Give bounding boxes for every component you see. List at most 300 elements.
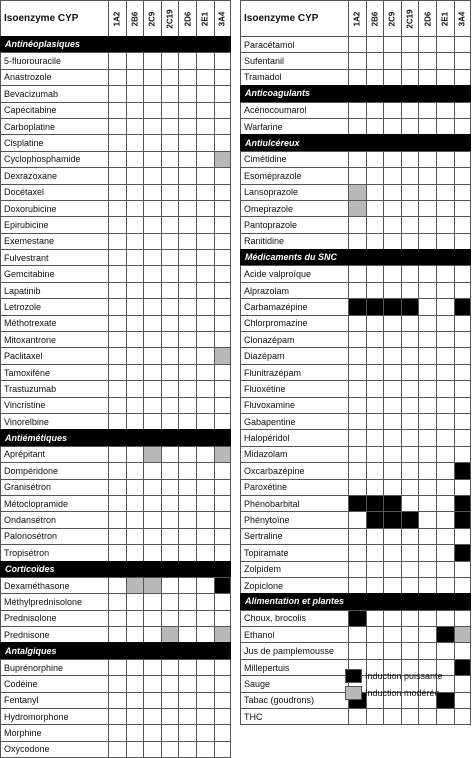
drug-row [0,495,231,511]
empty-cell [436,282,454,298]
empty-cell [436,495,454,511]
column-header-label: 2B6 [370,11,380,26]
empty-cell [178,675,196,691]
drug-name: Prednisone [0,626,108,642]
empty-cell [366,479,384,495]
empty-cell [196,593,214,609]
empty-cell [214,610,232,626]
empty-cell [143,315,161,331]
empty-cell [126,85,144,101]
empty-cell [178,659,196,675]
empty-cell [383,413,401,429]
category-row: Médicaments du SNC [240,249,471,265]
empty-cell [196,659,214,675]
drug-name: Oxcarbazépine [240,462,348,478]
empty-cell [401,561,419,577]
empty-cell [454,561,472,577]
empty-cell [126,511,144,527]
empty-cell [143,675,161,691]
empty-cell [178,610,196,626]
empty-cell [454,52,472,68]
empty-cell [143,544,161,560]
empty-cell [214,364,232,380]
empty-cell [108,413,126,429]
empty-cell [348,347,366,363]
empty-cell [178,446,196,462]
drug-name: Vincristine [0,397,108,413]
drug-row [240,495,471,511]
empty-cell [196,347,214,363]
drug-name: Paclitaxel [0,347,108,363]
moderate-induction-cell [161,626,179,642]
drug-row [0,102,231,118]
empty-cell [161,446,179,462]
empty-cell [161,134,179,150]
drug-name: Métoclopramide [0,495,108,511]
drug-name: Doxorubicine [0,200,108,216]
empty-cell [418,495,436,511]
column-header [366,0,384,36]
empty-cell [366,462,384,478]
empty-cell [143,282,161,298]
empty-cell [196,577,214,593]
drug-name: Tabac (goudrons) [240,692,348,708]
empty-cell [401,364,419,380]
empty-cell [214,102,232,118]
empty-cell [161,216,179,232]
empty-cell [161,544,179,560]
empty-cell [454,708,472,724]
empty-cell [108,610,126,626]
empty-cell [383,577,401,593]
empty-cell [108,659,126,675]
empty-cell [196,610,214,626]
empty-cell [366,282,384,298]
drug-name: Dexrazoxane [0,167,108,183]
drug-row [0,675,231,691]
empty-cell [436,200,454,216]
category-row: Antiémétiques [0,429,231,445]
empty-cell [454,610,472,626]
empty-cell [214,413,232,429]
empty-cell [454,380,472,396]
drug-row [240,561,471,577]
column-header [436,0,454,36]
empty-cell [161,577,179,593]
empty-cell [401,233,419,249]
drug-row [240,610,471,626]
empty-cell [161,593,179,609]
drug-row [240,413,471,429]
column-header [401,0,419,36]
empty-cell [366,167,384,183]
drug-row [240,167,471,183]
drug-name: Acénocoumarol [240,102,348,118]
empty-cell [418,102,436,118]
empty-cell [143,708,161,724]
empty-cell [214,511,232,527]
drug-name: Aprépitant [0,446,108,462]
empty-cell [143,167,161,183]
empty-cell [436,708,454,724]
header-label: Isoenzyme CYP [0,0,108,36]
empty-cell [178,479,196,495]
empty-cell [454,184,472,200]
drug-name: Sauge [240,675,348,691]
empty-cell [348,446,366,462]
empty-cell [161,462,179,478]
empty-cell [126,724,144,740]
empty-cell [418,151,436,167]
legend [345,667,472,701]
drug-row [240,544,471,560]
drug-row [240,642,471,658]
drug-name: Bevacizumab [0,85,108,101]
drug-name: Sertraline [240,528,348,544]
empty-cell [214,249,232,265]
empty-cell [126,233,144,249]
empty-cell [401,167,419,183]
empty-cell [178,511,196,527]
empty-cell [126,675,144,691]
empty-cell [401,528,419,544]
empty-cell [126,528,144,544]
empty-cell [108,200,126,216]
empty-cell [454,69,472,85]
empty-cell [143,659,161,675]
empty-cell [366,610,384,626]
empty-cell [126,184,144,200]
empty-cell [126,347,144,363]
legend-item-moderate [345,684,472,701]
empty-cell [143,118,161,134]
drug-name: Palonosétron [0,528,108,544]
drug-name: Granisétron [0,479,108,495]
empty-cell [348,708,366,724]
empty-cell [108,364,126,380]
empty-cell [108,380,126,396]
drug-row [240,462,471,478]
empty-cell [454,429,472,445]
empty-cell [366,397,384,413]
empty-cell [348,167,366,183]
empty-cell [366,626,384,642]
empty-cell [366,151,384,167]
empty-cell [143,233,161,249]
empty-cell [401,69,419,85]
empty-cell [214,331,232,347]
column-header-label: 3A4 [217,11,227,26]
empty-cell [108,102,126,118]
moderate-induction-cell [143,577,161,593]
empty-cell [143,249,161,265]
category-row: Corticoïdes [0,561,231,577]
drug-row [240,200,471,216]
empty-cell [348,36,366,52]
drug-row [240,265,471,281]
drug-name: Tramadol [240,69,348,85]
header-label: Isoenzyme CYP [240,0,348,36]
empty-cell [126,282,144,298]
empty-cell [348,233,366,249]
empty-cell [214,167,232,183]
empty-cell [214,462,232,478]
empty-cell [161,298,179,314]
empty-cell [418,642,436,658]
empty-cell [161,741,179,757]
empty-cell [126,446,144,462]
legend-label: Induction modérée [365,687,440,698]
empty-cell [161,167,179,183]
drug-row [240,347,471,363]
empty-cell [108,741,126,757]
empty-cell [143,610,161,626]
empty-cell [348,331,366,347]
empty-cell [383,479,401,495]
empty-cell [418,69,436,85]
drug-name: Codéine [0,675,108,691]
drug-row [0,347,231,363]
empty-cell [366,36,384,52]
empty-cell [161,413,179,429]
empty-cell [143,52,161,68]
empty-cell [383,315,401,331]
empty-cell [143,102,161,118]
empty-cell [178,593,196,609]
drug-name: Pantoprazole [240,216,348,232]
empty-cell [196,528,214,544]
empty-cell [196,69,214,85]
drug-row [0,249,231,265]
drug-row [0,626,231,642]
empty-cell [418,479,436,495]
empty-cell [214,265,232,281]
empty-cell [214,134,232,150]
empty-cell [418,380,436,396]
empty-cell [178,626,196,642]
empty-cell [108,479,126,495]
empty-cell [214,298,232,314]
empty-cell [126,626,144,642]
empty-cell [383,151,401,167]
drug-row [0,118,231,134]
empty-cell [348,69,366,85]
drug-name: Paroxétine [240,479,348,495]
empty-cell [401,52,419,68]
drug-name: Fluoxétine [240,380,348,396]
drug-name: Jus de pamplemousse [240,642,348,658]
empty-cell [383,347,401,363]
empty-cell [108,216,126,232]
drug-name: Phénobarbital [240,495,348,511]
empty-cell [348,413,366,429]
drug-name: Millepertuis [240,659,348,675]
empty-cell [214,216,232,232]
drug-row [0,364,231,380]
empty-cell [143,331,161,347]
empty-cell [126,593,144,609]
empty-cell [126,364,144,380]
column-header [418,0,436,36]
empty-cell [401,577,419,593]
empty-cell [108,52,126,68]
empty-cell [126,69,144,85]
drug-row [240,184,471,200]
empty-cell [454,102,472,118]
drug-row [0,446,231,462]
drug-row [0,380,231,396]
empty-cell [383,52,401,68]
drug-row [0,315,231,331]
strong-induction-cell [383,511,401,527]
empty-cell [436,511,454,527]
empty-cell [348,118,366,134]
drug-row [240,151,471,167]
drug-name: Docétaxel [0,184,108,200]
empty-cell [108,708,126,724]
empty-cell [178,397,196,413]
drug-name: Epirubicine [0,216,108,232]
empty-cell [418,298,436,314]
drug-name: Méthylprednisolone [0,593,108,609]
drug-row [0,200,231,216]
empty-cell [161,511,179,527]
moderate-induction-cell [214,626,232,642]
strong-induction-cell [454,298,472,314]
empty-cell [383,102,401,118]
category-row: Antalgiques [0,642,231,658]
empty-cell [366,52,384,68]
empty-cell [178,151,196,167]
empty-cell [366,102,384,118]
empty-cell [383,708,401,724]
empty-cell [401,626,419,642]
empty-cell [143,626,161,642]
empty-cell [196,282,214,298]
drug-name: Vinorelbine [0,413,108,429]
empty-cell [401,151,419,167]
empty-cell [418,544,436,560]
empty-cell [418,36,436,52]
drug-name: Gemcitabine [0,265,108,281]
empty-cell [383,544,401,560]
empty-cell [383,69,401,85]
empty-cell [161,233,179,249]
empty-cell [161,85,179,101]
empty-cell [454,577,472,593]
column-header-label: 2E1 [200,11,210,26]
drug-row [0,724,231,740]
empty-cell [108,593,126,609]
empty-cell [401,200,419,216]
empty-cell [196,397,214,413]
drug-name: Trastuzumab [0,380,108,396]
drug-row [240,479,471,495]
empty-cell [214,200,232,216]
empty-cell [161,347,179,363]
empty-cell [143,724,161,740]
empty-cell [401,380,419,396]
drug-row [0,528,231,544]
empty-cell [436,118,454,134]
empty-cell [436,315,454,331]
drug-row [0,593,231,609]
empty-cell [366,577,384,593]
empty-cell [126,544,144,560]
empty-cell [454,446,472,462]
drug-row [0,216,231,232]
drug-name: Prednisolone [0,610,108,626]
empty-cell [454,200,472,216]
drug-row [0,265,231,281]
empty-cell [126,610,144,626]
empty-cell [366,184,384,200]
empty-cell [454,216,472,232]
empty-cell [214,85,232,101]
drug-name: Choux, brocolis [240,610,348,626]
empty-cell [161,118,179,134]
empty-cell [143,495,161,511]
empty-cell [196,85,214,101]
drug-name: Tamoxifène [0,364,108,380]
empty-cell [418,397,436,413]
empty-cell [178,347,196,363]
empty-cell [108,577,126,593]
empty-cell [348,479,366,495]
drug-row [240,364,471,380]
empty-cell [418,577,436,593]
empty-cell [161,151,179,167]
empty-cell [436,167,454,183]
empty-cell [143,528,161,544]
empty-cell [401,642,419,658]
empty-cell [196,167,214,183]
empty-cell [418,282,436,298]
drug-name: Buprénorphine [0,659,108,675]
empty-cell [196,511,214,527]
empty-cell [161,249,179,265]
empty-cell [383,397,401,413]
strong-induction-cell [454,544,472,560]
empty-cell [126,249,144,265]
empty-cell [196,675,214,691]
column-header-label: 2C9 [387,11,397,26]
column-header [214,0,232,36]
drug-name: Fentanyl [0,692,108,708]
empty-cell [383,216,401,232]
empty-cell [161,610,179,626]
empty-cell [348,102,366,118]
drug-name: Oxycodone [0,741,108,757]
drug-name: Méthotrexate [0,315,108,331]
drug-name: Cimétidine [240,151,348,167]
empty-cell [214,659,232,675]
empty-cell [454,642,472,658]
empty-cell [196,724,214,740]
column-header [161,0,179,36]
empty-cell [178,331,196,347]
empty-cell [436,413,454,429]
drug-name: Carboplatine [0,118,108,134]
empty-cell [383,380,401,396]
drug-row [240,216,471,232]
empty-cell [214,741,232,757]
drug-row [240,298,471,314]
empty-cell [454,347,472,363]
moderate-induction-cell [214,446,232,462]
empty-cell [161,675,179,691]
empty-cell [143,184,161,200]
